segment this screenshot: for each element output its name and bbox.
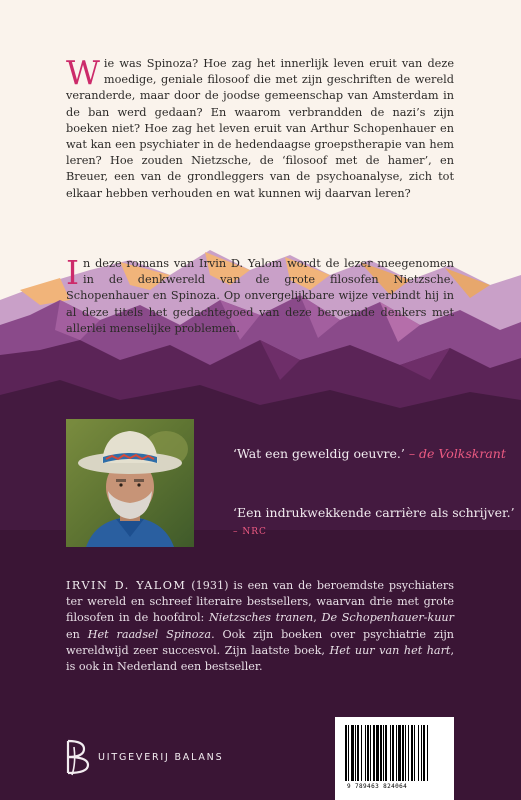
- isbn-number: 9 789463 824064: [347, 783, 408, 790]
- book-title-schopenhauer-kuur: De Schopenhauer-kuur: [321, 611, 454, 625]
- blurb-paragraph-2-text: n deze romans van Irvin D. Yalom wordt de lezer meegenomen in de denkwereld van de grote filosofen Nietzsche, Schopenhauer en Spinoza. Op onvergelijkbare wijze verbindt hij in al deze titels het gedachtegoed van deze beroemde denkers met allerlei menselijke problemen.: [66, 257, 454, 335]
- author-bio: [66, 578, 454, 675]
- balans-logo-icon: [62, 737, 92, 777]
- blurb-paragraph-1-text: ie was Spinoza? Hoe zag het innerlijk leven eruit van deze moedige, geniale filosoof die met zijn geschriften de wereld veranderde, maar door de joodse gemeenschap van Amsterdam in de ban werd gedaan? En waarom verbrandden de nazi’s zijn boeken niet? Hoe zag het leven eruit van Arthur Schopenhauer en wat kan een psychiater in de hedendaagse groepstherapie van hem leren? Hoe zouden Nietzsche, de ‘filosoof met de hamer’, en Breuer, een van de grondleggers van de psychoanalyse, zich tot elkaar hebben verhouden en wat kunnen wij daarvan leren?: [66, 57, 454, 200]
- book-title-uur-van-het-hart: Het uur van het hart: [329, 643, 451, 657]
- publisher-name: UITGEVERIJ BALANS: [98, 751, 224, 763]
- bio-sep-1: ,: [313, 611, 322, 625]
- quote-1-text: ‘Wat een geweldig oeuvre.’: [233, 446, 405, 461]
- bio-sep-2: en: [66, 627, 88, 641]
- barcode-bars: [345, 725, 445, 781]
- blurb-paragraph-2: [66, 253, 454, 337]
- quote-2-text: ‘Een indrukwekkende carrière als schrijver.’: [233, 505, 515, 520]
- dropcap-w: W: [66, 53, 100, 92]
- publisher-logo: [62, 737, 223, 777]
- isbn-barcode: [335, 717, 454, 800]
- bio-text-3: , is ook in Nederland een bestseller.: [66, 643, 454, 674]
- quote-volkskrant: [233, 446, 506, 463]
- quote-1-source: – de Volkskrant: [408, 446, 506, 461]
- blurb-paragraph-1: [66, 53, 454, 202]
- author-photo: [66, 419, 194, 547]
- quote-nrc: [233, 505, 521, 540]
- book-title-nietzsches-tranen: Nietzsches tranen: [209, 611, 314, 625]
- bio-text-2: . Ook zijn boeken over psychiatrie zijn wereldwijd zeer succesvol. Zijn laatste boek,: [66, 627, 455, 657]
- bio-text-1: is een van de beroemdste psychiaters ter wereld en schreef literaire bestsellers, waarvan drie met grote filosofen in de hoofdrol:: [66, 579, 455, 625]
- quote-2-source: – NRC: [233, 526, 267, 537]
- book-title-raadsel-spinoza: Het raadsel Spinoza: [87, 627, 212, 641]
- author-name: IRVIN D. YALOM: [66, 579, 187, 592]
- dropcap-i: I: [66, 253, 80, 292]
- author-birth-year: (1931): [191, 579, 229, 592]
